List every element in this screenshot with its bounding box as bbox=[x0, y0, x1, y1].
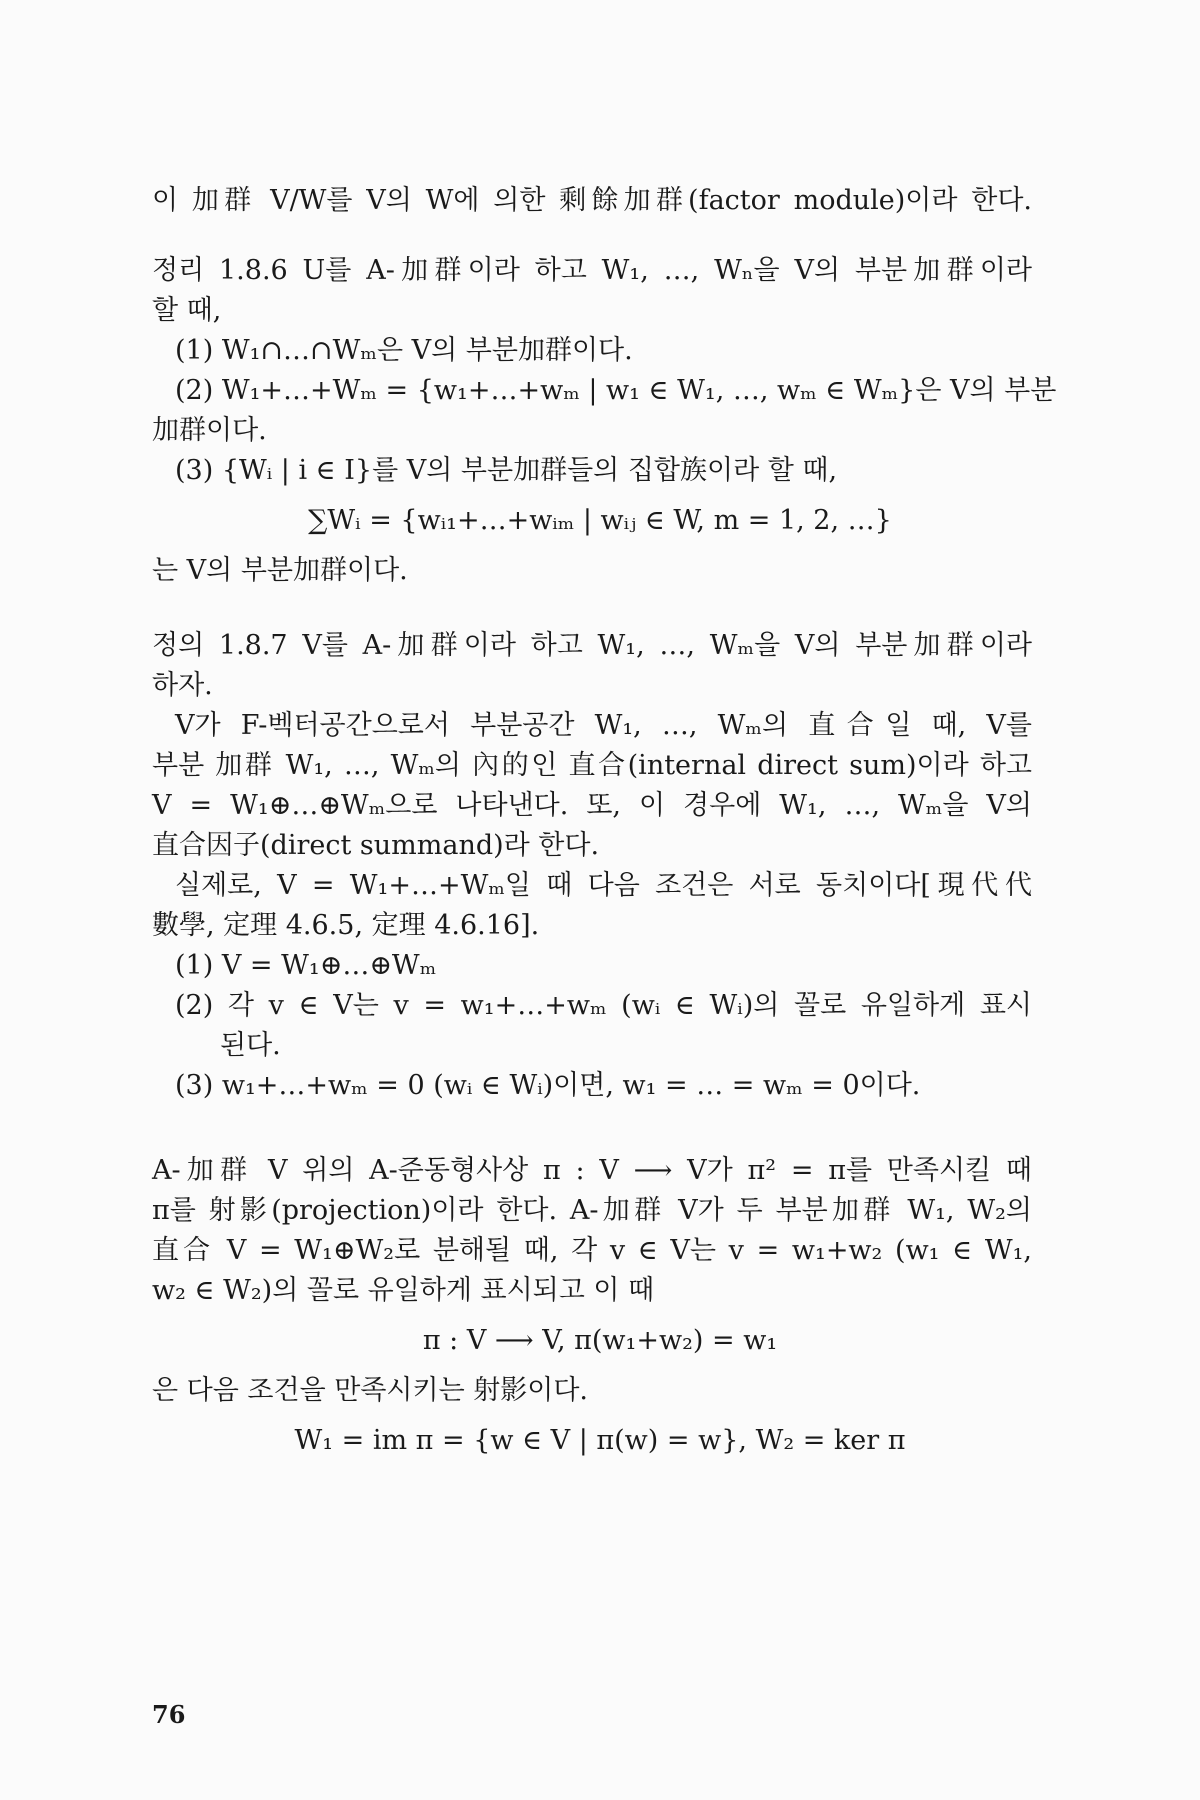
text-line: 은 다음 조건을 만족시키는 射影이다. bbox=[152, 1375, 588, 1406]
text-line: A-加群 V 위의 A-준동형사상 π : V ⟶ V가 π² = π를 만족시킬 때 bbox=[152, 1155, 1032, 1186]
list-item: (1) W₁∩…∩Wₘ은 V의 부분加群이다. bbox=[175, 335, 633, 366]
text-line: 直合 V = W₁⊕W₂로 분해될 때, 각 v ∈ V는 v = w₁+w₂ (w₁ ∈ W₁, bbox=[152, 1235, 1032, 1266]
text-line: 된다. bbox=[220, 1030, 281, 1061]
text-line: 數學, 定理 4.6.5, 定理 4.6.16]. bbox=[152, 910, 540, 941]
text-line: V = W₁⊕…⊕Wₘ으로 나타낸다. 또, 이 경우에 W₁, …, Wₘ을 V의 bbox=[152, 790, 1032, 821]
theorem-heading: 정리 1.8.6 U를 A-加群이라 하고 W₁, …, Wₙ을 V의 부분加群이라 bbox=[152, 255, 1032, 286]
formula: W₁ = im π = {w ∈ V | π(w) = w}, W₂ = ker π bbox=[294, 1425, 906, 1456]
text-line: π를 射影(projection)이라 한다. A-加群 V가 두 부분加群 W₁, W₂의 bbox=[152, 1195, 1032, 1226]
text-line: 는 V의 부분加群이다. bbox=[152, 555, 408, 586]
text-line: w₂ ∈ W₂)의 꼴로 유일하게 표시되고 이 때 bbox=[152, 1275, 655, 1306]
definition-heading: 정의 1.8.7 V를 A-加群이라 하고 W₁, …, Wₘ을 V의 부분加群이라 bbox=[152, 630, 1032, 661]
formula: π : V ⟶ V, π(w₁+w₂) = w₁ bbox=[422, 1325, 778, 1356]
list-item: (3) w₁+…+wₘ = 0 (wᵢ ∈ Wᵢ)이면, w₁ = … = wₘ = 0이다. bbox=[175, 1070, 921, 1101]
page-number: 76 bbox=[152, 1700, 186, 1729]
list-item: (2) 각 v ∈ V는 v = w₁+…+wₘ (wᵢ ∈ Wᵢ)의 꼴로 유일하게 표시 bbox=[175, 990, 1032, 1021]
text-line: 실제로, V = W₁+…+Wₘ일 때 다음 조건은 서로 동치이다[現代代 bbox=[175, 870, 1032, 901]
formula: ∑Wᵢ = {wᵢ₁+…+wᵢₘ | wᵢⱼ ∈ W, m = 1, 2, …} bbox=[308, 505, 892, 536]
text-line: 直合因子(direct summand)라 한다. bbox=[152, 830, 600, 861]
text-line: 加群이다. bbox=[152, 415, 267, 446]
list-item: (3) {Wᵢ | i ∈ I}를 V의 부분加群들의 집합族이라 할 때, bbox=[175, 455, 838, 486]
list-item: (1) V = W₁⊕…⊕Wₘ bbox=[175, 950, 437, 981]
text-line: 이 加群 V/W를 V의 W에 의한 剩餘加群(factor module)이라 한다. bbox=[152, 185, 1032, 216]
text-line: V가 F-벡터공간으로서 부분공간 W₁, …, Wₘ의 直合일 때, V를 bbox=[175, 710, 1032, 741]
text-line: 부분 加群 W₁, …, Wₘ의 內的인 直合(internal direct sum)이라 하고 bbox=[152, 750, 1032, 781]
list-item: (2) W₁+…+Wₘ = {w₁+…+wₘ | w₁ ∈ W₁, …, wₘ ∈ Wₘ}은 V의 부분 bbox=[175, 375, 1057, 406]
text-line: 할 때, bbox=[152, 295, 222, 326]
text-line: 하자. bbox=[152, 670, 213, 701]
